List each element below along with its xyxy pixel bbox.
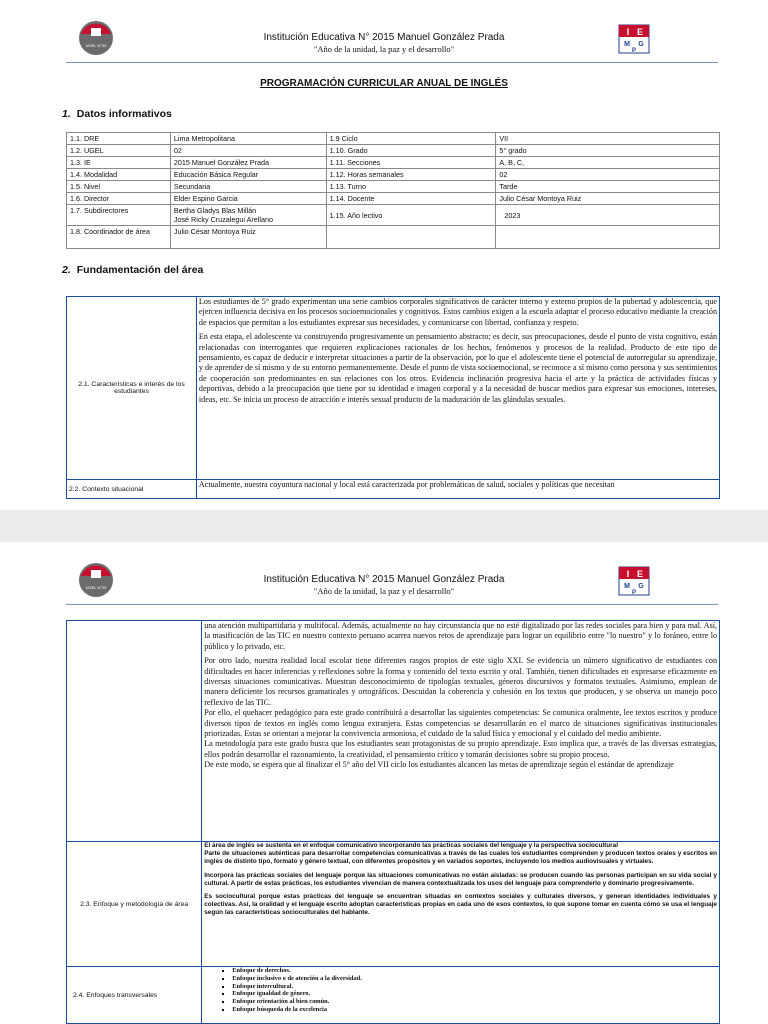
table-row: 1.7. Subdirectores Bertha Gladys Blas Millán José Ricky Cruzalegui Arellano 1.15. Año lectivo 2023 (67, 205, 720, 226)
logo-letter-e: E (636, 569, 644, 579)
year-motto: "Año de la unidad, la paz y el desarrollo" (313, 586, 455, 596)
list-item: ▪ Enfoque intercultural. (232, 983, 717, 991)
logo-letter-g: G (638, 583, 644, 590)
header-rule (66, 604, 718, 605)
table-row: 1.2. UGEL 02 1.10. Grado 5° grado (67, 145, 720, 157)
table-row (67, 967, 720, 1024)
list-item: ▪ Enfoque orientación al bien común. (232, 998, 717, 1006)
table-row: 1.8. Coordinador de área Julio César Montoya Ruiz (67, 226, 720, 249)
logo-letter-p: P (631, 590, 637, 596)
section-1-heading: 1. Datos informativos (62, 108, 172, 120)
logo-letter-i: I (626, 27, 630, 37)
logo-letter-g: G (638, 41, 644, 48)
list-item: ▪ Enfoque igualdad de género. (232, 990, 717, 998)
year-motto: "Año de la unidad, la paz y el desarrollo" (313, 44, 455, 54)
list-item: ▪ Enfoque de derechos. (232, 967, 717, 975)
institution-name: Institución Educativa N° 2015 Manuel González Prada (263, 32, 505, 43)
table-row: 1.6. Director Elder Espino Garcia 1.14. Docente Julio César Montoya Ruiz (67, 193, 720, 205)
header-rule (66, 62, 718, 63)
row-label: 2.4. Enfoques transversales (67, 967, 202, 1024)
page-2 (0, 542, 768, 1024)
fundamentacion-table-page2 (66, 620, 720, 1024)
institution-name: Institución Educativa N° 2015 Manuel González Prada (263, 574, 505, 585)
row-label: 2.2. Contexto situacional (67, 480, 197, 499)
logo-letter-p: P (631, 48, 637, 54)
iemgp-logo-icon (618, 566, 650, 596)
fundamentacion-table-page1 (66, 296, 720, 499)
logo-letter-m: M (624, 41, 630, 48)
list-item: ▪ Enfoque inclusivo o de atención a la diversidad. (232, 975, 717, 983)
ugel-logo-text: UGEL N°02 (85, 585, 107, 590)
row-label: 2.3. Enfoque y metodología de área (67, 842, 202, 967)
logo-letter-e: E (636, 27, 644, 37)
info-table (66, 132, 720, 249)
table-row: 1.5. Nivel Secundaria 1.13. Turno Tarde (67, 181, 720, 193)
page-gap (0, 510, 768, 542)
table-row: 2.1. Características e interés de los estudiantes Los estudiantes de 5° grado experimentan una serie cambios corporales significativos de carácter interno y externo propios de la pubertad y adolescencia, que ejercen influencia decisiva en los procesos socioemocionales y cognitivos. Estos cambios exigen a la escuela adaptar el proceso educativo mediante la creación de espacios que permitan a los estudiantes expresar sus necesidades, y comunicarse con libertad, confianza y respeto. En esta etapa, el adolescente va construyendo progresivamente un pensamiento abstracto; es decir, sus preocupaciones, desde el punto de vista cognitivo, están relacionadas con interrogantes que requieren explicaciones racionales de los hechos, fenómenos y procesos de la realidad. Producto de este tipo de pensamiento, es capaz de deducir e interpretar situaciones a partir de la observación, por lo que el adolescente tiene el potencial de autorregular su aprendizaje, y de aprender de sí mismo y de su entorno permanentemente. Desde el punto de vista socioemocional, se reconoce a sí mismo como persona y sus sentimientos de cooperación son predominantes en sus relaciones con los otros. Evidencia inclinación progresiva hacia el arte y la práctica de actividades físicas y deportivas, debido a la preocupación que tiene por su identidad e imagen corporal y a la necesidad de buscar medios para expresar sus emociones, intereses, ideas, etc. Se inicia un proceso de atracción e interés sexual producto de la maduración de las glándulas sexuales. (67, 297, 720, 480)
table-row: 1.3. IE 2015 Manuel González Prada 1.11. Secciones A, B, C, (67, 157, 720, 169)
logo-letter-m: M (624, 583, 630, 590)
table-row: una atención multipartidaria y multifocal. Además, actualmente no hay circunstancia que no esté digitalizado por las redes sociales para bien y para mal. Así, la masificación de las TIC en nuestro contexto peruano acarrea nuevos retos de aprendizaje para lograr un equilibrio entre "lo nuestro" y lo foráneo, entre lo público y lo privado, etc. Por otro lado, nuestra realidad local escolar tiene diferentes rasgos propios de este siglo XXI. Se evidencia un número significativo de estudiantes con dificultades en hacer inferencias y reflexiones sobre la forma y contenido del texto escrito y oral. También, tienen dificultades en expresarse eficazmente en diversas situaciones comunicativas. Muestran desconocimiento de tipologías textuales, géneros discursivos y formatos textuales. Asimismo, emplean de manera deficiente los recursos gramaticales y ortográficos. Descuidan la coherencia y cohesión en los textos que producen, y se observa un manejo poco reflexivo de las TIC. Por ello, el quehacer pedagógico para este grado contribuirá a desarrollar las siguientes competencias: Se comunica oralmente, lee textos escritos y produce diversos tipos de textos en inglés como lengua extranjera. Estas competencias se desarrollarán en el marco de situaciones significativas institucionales priorizadas. Estas se orientan a mejorar la convivencia armoniosa, el cuidado de la salud física y emocional y el cuidado del medio ambiente. La metodología para este grado busca que los estudiantes sean protagonistas de su propio aprendizaje. Esto implica que, a través de las diversas estrategias, ellos podrán desarrollar el razonamiento, la creatividad, el pensamiento crítico y tomarán decisiones sobre su propio proceso. De este modo, se espera que al finalizar el 5° año del VII ciclo los estudiantes alcancen las metas de aprendizaje según el estándar de aprendizaje (67, 621, 720, 842)
document-title: PROGRAMACIÓN CURRICULAR ANUAL DE INGLÉS (260, 78, 508, 89)
table-row: 2.3. Enfoque y metodología de área El área de inglés se sustenta en el enfoque comunicativo incorporando las prácticas sociales del lenguaje y la perspectiva sociocultural Parte de situaciones auténticas para desarrollar competencias comunicativas a través de las cuales los estudiantes comprenden y producen textos orales y escritos en inglés de distinto tipo, formato y género textual, con diferentes propósitos y en variados soportes, incluyendo los medios audiovisuales y virtuales. Incorpora las prácticas sociales del lenguaje porque las situaciones comunicativas no están aisladas: se producen cuando las personas participan en su vida social y cultural. A partir de estas prácticas, los estudiantes vivencian de manera contextualizada los usos del lenguaje para comprenderlo y dominarlo progresivamente. Es sociocultural porque estas prácticas del lenguaje se encuentran situadas en contextos sociales y culturales diversos, y generan identidades individuales y colectivas. Así, la oralidad y el lenguaje escrito adoptan características propias en cada uno de esos contextos, lo que supone tomar en cuenta cómo se usa el lenguaje según las características socioculturales del hablante. (67, 842, 720, 967)
list-item: ▪ Enfoque búsqueda de la excelencia (232, 1006, 717, 1014)
iemgp-logo-icon (618, 24, 650, 54)
table-row: 1.4. Modalidad Educación Básica Regular 1.12. Horas semanales 02 (67, 169, 720, 181)
row-label: 2.1. Características e interés de los estudiantes (67, 297, 197, 480)
ugel-logo-text: UGEL N°02 (85, 43, 107, 48)
table-row: 2.2. Contexto situacional Actualmente, nuestra coyuntura nacional y local está caracterizada por problemáticas de salud, sociales y políticas que necesitan (67, 480, 720, 499)
page-1 (0, 0, 768, 510)
section-2-heading: 2. Fundamentación del área (62, 264, 204, 276)
transversal-list (204, 967, 717, 1014)
table-row: 1.1. DRE Lima Metropolitana 1.9 Ciclo VII (67, 133, 720, 145)
logo-letter-i: I (626, 569, 630, 579)
